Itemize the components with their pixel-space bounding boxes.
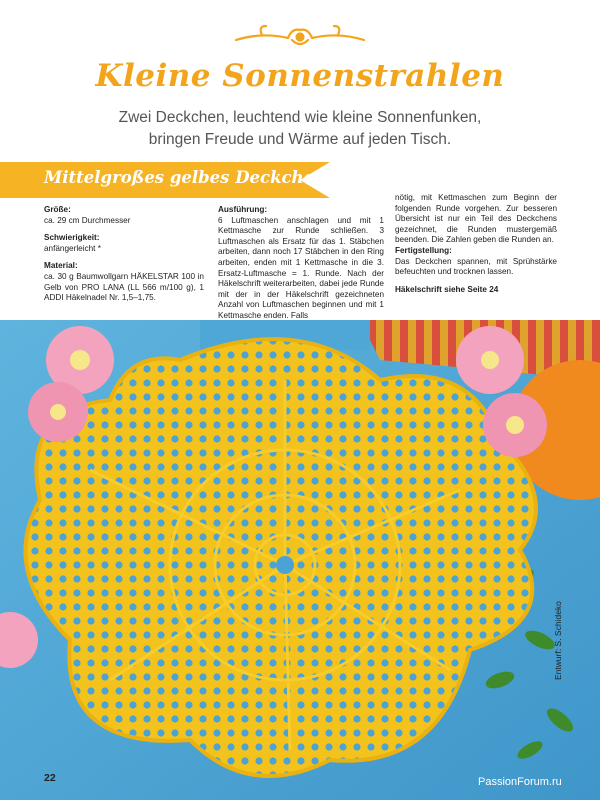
material-heading: Material: — [44, 261, 78, 271]
watermark: PassionForum.ru — [478, 776, 562, 788]
decorative-ornament — [232, 22, 368, 52]
chart-reference: Häkelschrift siehe Seite 24 — [395, 284, 499, 294]
difficulty-heading: Schwierigkeit: — [44, 233, 100, 243]
section-banner — [0, 160, 330, 200]
difficulty-value: anfängerleicht * — [44, 243, 101, 253]
size-heading: Größe: — [44, 205, 71, 214]
page-number: 22 — [44, 772, 56, 784]
subtitle-line-2: bringen Freude und Wärme auf jeden Tisch. — [148, 131, 452, 148]
finishing-column — [395, 193, 557, 295]
doily-photo — [0, 320, 600, 800]
size-value: ca. 29 cm Durchmesser — [44, 215, 131, 225]
design-credit: Entwurf: S. Schideko — [553, 601, 563, 680]
instructions-continued: nötig, mit Kettmaschen zum Beginn der folgenden Runde vorgehen. Zur besseren Übersicht ist nur ein Teil des Deckchens gezeichnet, die Runden mustergemäß beenden. Die Zahlen geben die Runden an. — [395, 193, 557, 245]
specs-column — [44, 205, 204, 311]
subtitle-line-1: Zwei Deckchen, leuchtend wie kleine Sonnenfunken, — [118, 109, 482, 126]
page-subtitle — [40, 107, 560, 151]
material-value: ca. 30 g Baumwollgarn HÄKELSTAR 100 in Gelb von PRO LANA (LL 566 m/100 g), 1 ADDI Häkelnadel Nr. 1,5–1,75. — [44, 271, 204, 303]
finishing-heading: Fertigstellung: — [395, 245, 452, 255]
section-heading: Mittelgroßes gelbes Deckchen — [44, 168, 327, 187]
instructions-heading: Ausführung: — [218, 205, 268, 214]
page-title: Kleine Sonnenstrahlen — [95, 58, 505, 94]
instructions-column — [218, 205, 384, 322]
instructions-text: 6 Luftmaschen anschlagen und mit 1 Kettmasche zur Runde schließen. 3 Luftmaschen als Ersatz für das 1. Stäbchen arbeiten, dann noch 17 Stäbchen in den Ring arbeiten, enden mit 1 Kettmasche in die 3. Ersatz-Luftmasche = 1. Runde. Nach der Häkelschrift weiterarbeiten, dabei jede Runde mit der in der Häkelschrift gezeichneten Anzahl von Luftmaschen beginnen und mit 1 Kettmasche enden. Falls — [218, 215, 384, 320]
finishing-text: Das Deckchen spannen, mit Sprühstärke befeuchten und trocknen lassen. — [395, 256, 557, 277]
